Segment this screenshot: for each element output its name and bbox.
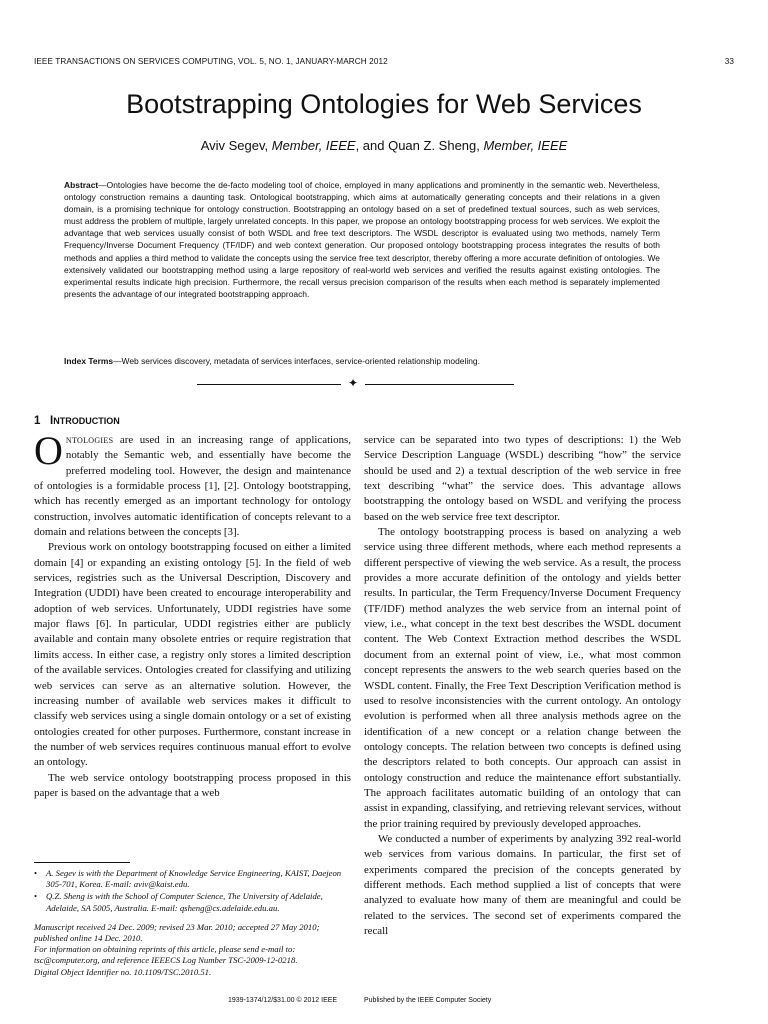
index-terms-label: Index Terms	[64, 356, 114, 366]
paragraph: service can be separated into two types of descriptions: 1) the Web Service Description Language (WSDL) describing “how” the service should be used and 2) a textual description of the web service in free text describing “what” the service does. This advantage allows bootstrapping the ontology based on WSDL and verifying the process based on the web service free text descriptor.	[364, 434, 681, 523]
author-1: Aviv Segev,	[200, 138, 272, 153]
paragraph: The web service ontology bootstrapping process proposed in this paper is based on the advantage that a web	[34, 771, 351, 799]
bullet-icon: •	[34, 891, 38, 902]
paragraph-text: are used in an increasing range of applications, notably the Semantic web, and essentially have become the preferred modeling tool. However, the design and maintenance of ontologies is a formidable process [1], [2]. Ontology bootstrapping, which has recently emerged as an important technology for ontology construction, involves automatic identification of concepts relevant to a domain and relations between the concepts [3].	[34, 434, 351, 539]
footnote-text: Q.Z. Sheng is with the School of Computer Science, The University of Adelaide, Adelaide, SA 5005, Australia. E-mail: qsheng@cs.adelaide.edu.au.	[46, 891, 323, 913]
footnote-text: A. Segev is with the Department of Knowledge Service Engineering, KAIST, Daejeon 305-701, Korea. E-mail: aviv@kaist.edu.	[46, 868, 342, 890]
section-heading	[34, 415, 120, 427]
author-line	[0, 138, 768, 153]
abstract-dash: —	[98, 180, 107, 190]
footnotes	[34, 868, 352, 978]
index-terms-dash: —	[113, 356, 122, 366]
author-2-role: Member, IEEE	[483, 138, 568, 153]
author-joiner: , and Quan Z. Sheng,	[355, 138, 484, 153]
reprint-info: For information on obtaining reprints of this article, please send e-mail to: tsc@computer.org, and reference IEEECS Log Number TSC-2009-12-0218.	[34, 944, 298, 966]
publisher-footer: Published by the IEEE Computer Society	[364, 997, 492, 1004]
paragraph: The ontology bootstrapping process is based on analyzing a web service using three different methods, where each method represents a different perspective of viewing the web service. As a result, the process provides a more accurate definition of the ontology and yields better results. In particular, the Term Frequency/Inverse Document Frequency (TF/IDF) method analyzes the web service from an internal point of view, i.e., what concept in the text best describes the WSDL document content. The Web Context Extraction method describes the WSDL document from an external point of view, i.e., what most common concept represents the answers to the web search queries based on the WSDL content. Finally, the Free Text Description Verification method is used to resolve inconsistencies with the current ontology. An ontology evolution is performed when all three analysis methods agree on the identification of a new concept or a relation change between the ontology concepts. The relation between two concepts is defined using the descriptors related to both concepts. Our approach can assist in ontology construction and reduce the maintenance effort substantially. The approach facilitates automatic building of an ontology that can assist in expanding, classifying, and retrieving relevant services, without the prior training required by previously developed approaches.	[364, 526, 681, 830]
section-number: 1	[34, 415, 41, 427]
manuscript-info	[34, 922, 352, 978]
drop-cap: O	[34, 428, 63, 473]
left-column	[34, 428, 351, 801]
divider-ornament-icon: ✦	[341, 376, 365, 390]
paragraph: We conducted a number of experiments by analyzing 392 real-world web services from various domains. In particular, the first set of experiments compared the precision of the concepts generated by different methods. Each method supplied a list of concepts that were analyzed to evaluate how many of them are meaningful and could be related to the services. The second set of experiments compared the recall	[364, 832, 681, 937]
page-number: 33	[724, 57, 734, 66]
manuscript-dates: Manuscript received 24 Dec. 2009; revised 23 Mar. 2010; accepted 27 May 2010; published online 14 Dec. 2010.	[34, 921, 320, 944]
doi: Digital Object Identifier no. 10.1109/TSC.2010.51.	[34, 966, 212, 977]
bullet-icon: •	[34, 868, 38, 878]
paper-title: Bootstrapping Ontologies for Web Services	[126, 89, 642, 119]
journal-line: IEEE TRANSACTIONS ON SERVICES COMPUTING, VOL. 5, NO. 1, JANUARY-MARCH 2012	[34, 57, 388, 66]
section-title-rest: NTRODUCTION	[53, 416, 120, 426]
footnote-rule	[34, 862, 130, 863]
copyright-footer: 1939-1374/12/$31.00 © 2012 IEEE	[228, 997, 338, 1004]
abstract-text: Ontologies have become the de-facto modeling tool of choice, employed in many applications and prominently in the semantic web. Nevertheless, ontology construction remains a daunting task. Ontological bootstrapping, which aims at automatically generating concepts and their relations in a given domain, is a promising technique for ontology construction. Bootstrapping an ontology based on a set of predefined textual sources, such as web services, must address the problem of multiple, largely unrelated concepts. In this paper, we propose an ontology bootstrapping process for web services. We exploit the advantage that web services usually consist of both WSDL and free text descriptors. The WSDL descriptor is evaluated using two methods, namely Term Frequency/Inverse Document Frequency (TF/IDF) and web context generation. Our proposed ontology bootstrapping process integrates the results of both methods and applies a third method to validate the concepts using the service free text descriptor, thereby offering a more accurate definition of ontologies. We extensively validated our bootstrapping method using a large repository of real-world web services and verified the results against existing ontologies. The experimental results indicate high precision. Furthermore, the recall versus precision comparison of the results when each method is separately implemented presents the advantage of our integrated bootstrapping approach.	[64, 180, 660, 299]
index-terms	[64, 355, 660, 367]
footnote-affiliation-2	[34, 891, 352, 913]
section-initial: I	[50, 415, 54, 427]
index-terms-text: Web services discovery, metadata of services interfaces, service-oriented relationship modeling.	[121, 356, 480, 366]
footnote-affiliation-1	[34, 868, 352, 890]
author-1-role: Member, IEEE	[271, 138, 356, 153]
right-column	[364, 433, 681, 939]
paragraph: Previous work on ontology bootstrapping focused on either a limited domain [4] or expanding an existing ontology [5]. In the field of web services, registries such as the Universal Description, Discovery and Integration (UDDI) have been created to encourage interoperability and adoption of web services. Unfortunately, UDDI registries have some major flaws [6]. In particular, UDDI registries either are publicly available and contain many obsolete entries or require registration that limits access. In either case, a registry only stores a limited description of the available services. Ontologies created for classifying and utilizing web services can serve as an alternative solution. However, the increasing number of available web services makes it difficult to classify web services using a single domain ontology or a set of existing ontologies created for other purposes. Furthermore, constant increase in the number of web services requires continuous manual effort to evolve an ontology.	[34, 541, 351, 769]
running-header	[34, 57, 734, 71]
abstract-label: Abstract	[64, 180, 99, 190]
abstract	[64, 179, 660, 300]
intro-smallcaps: NTOLOGIES	[65, 436, 114, 445]
paragraph	[34, 428, 351, 540]
